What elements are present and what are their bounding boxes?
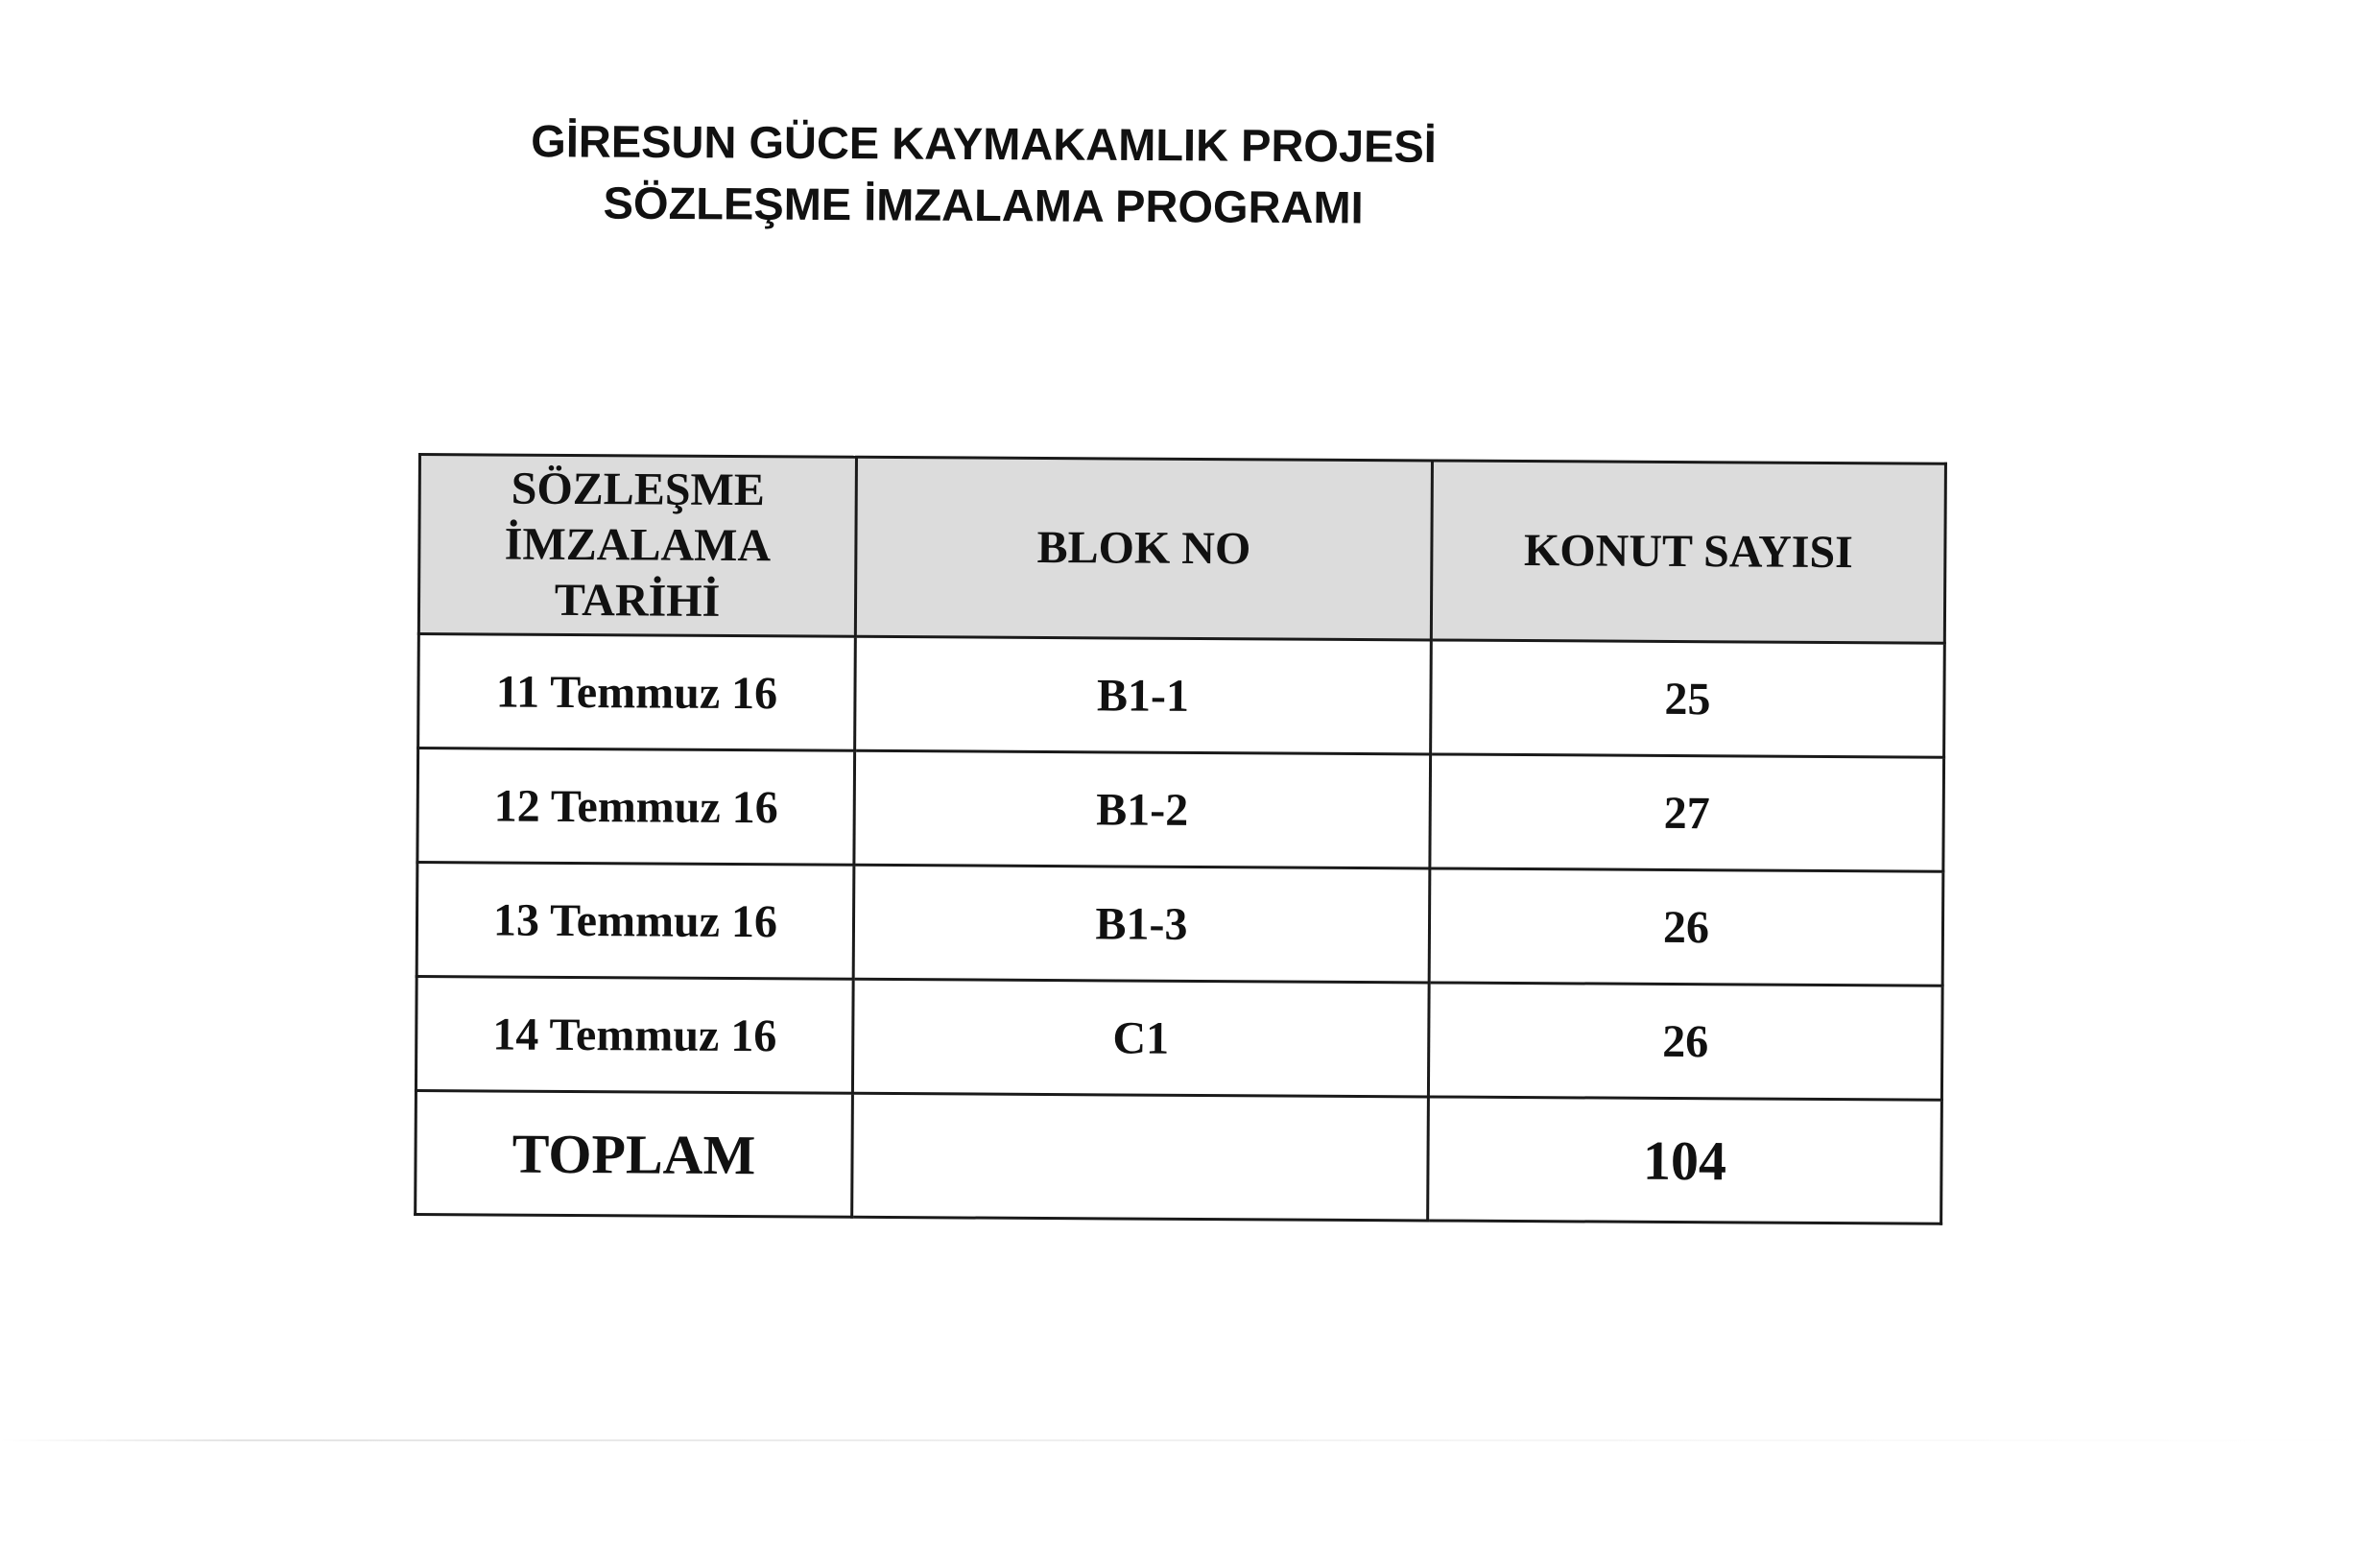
table-header-row	[418, 455, 1945, 644]
document-title	[0, 107, 1967, 243]
schedule-table-container	[414, 453, 1944, 1225]
cell-blok: B1-1	[855, 636, 1432, 754]
header-blok-no: BLOK NO	[855, 457, 1432, 640]
cell-total-konut: 104	[1428, 1097, 1942, 1223]
scan-artifact-line	[0, 1439, 2380, 1441]
header-signing-date	[418, 455, 856, 637]
header-konut-sayisi: KONUT SAYISI	[1431, 461, 1945, 643]
header-date-line: İMZALAMA	[504, 518, 772, 572]
cell-date: 14 Temmuz 16	[416, 976, 853, 1093]
table-row	[417, 748, 1944, 872]
header-date-line: SÖZLEŞME	[511, 463, 765, 516]
cell-date: 11 Temmuz 16	[418, 634, 856, 751]
cell-blok: C1	[852, 979, 1429, 1097]
header-date-line: TARİHİ	[554, 574, 721, 627]
cell-konut: 25	[1431, 640, 1945, 757]
cell-total-label: TOPLAM	[416, 1090, 853, 1217]
cell-date: 13 Temmuz 16	[416, 863, 854, 980]
cell-blok: B1-3	[853, 865, 1430, 983]
schedule-table	[414, 453, 1947, 1225]
table-total-row	[416, 1090, 1942, 1223]
cell-konut: 26	[1428, 983, 1942, 1100]
table-row	[418, 634, 1945, 758]
cell-total-blok	[852, 1093, 1429, 1221]
title-line-project: GİRESUN GÜCE KAYMAKAMLIK PROJESİ	[531, 115, 1438, 172]
table-row	[416, 863, 1943, 986]
cell-blok: B1-2	[854, 750, 1431, 868]
table-row	[416, 976, 1942, 1100]
cell-konut: 26	[1429, 868, 1943, 986]
cell-konut: 27	[1430, 754, 1944, 871]
title-line-program: SÖZLEŞME İMZALAMA PROGRAMI	[603, 177, 1364, 233]
cell-date: 12 Temmuz 16	[417, 748, 855, 866]
